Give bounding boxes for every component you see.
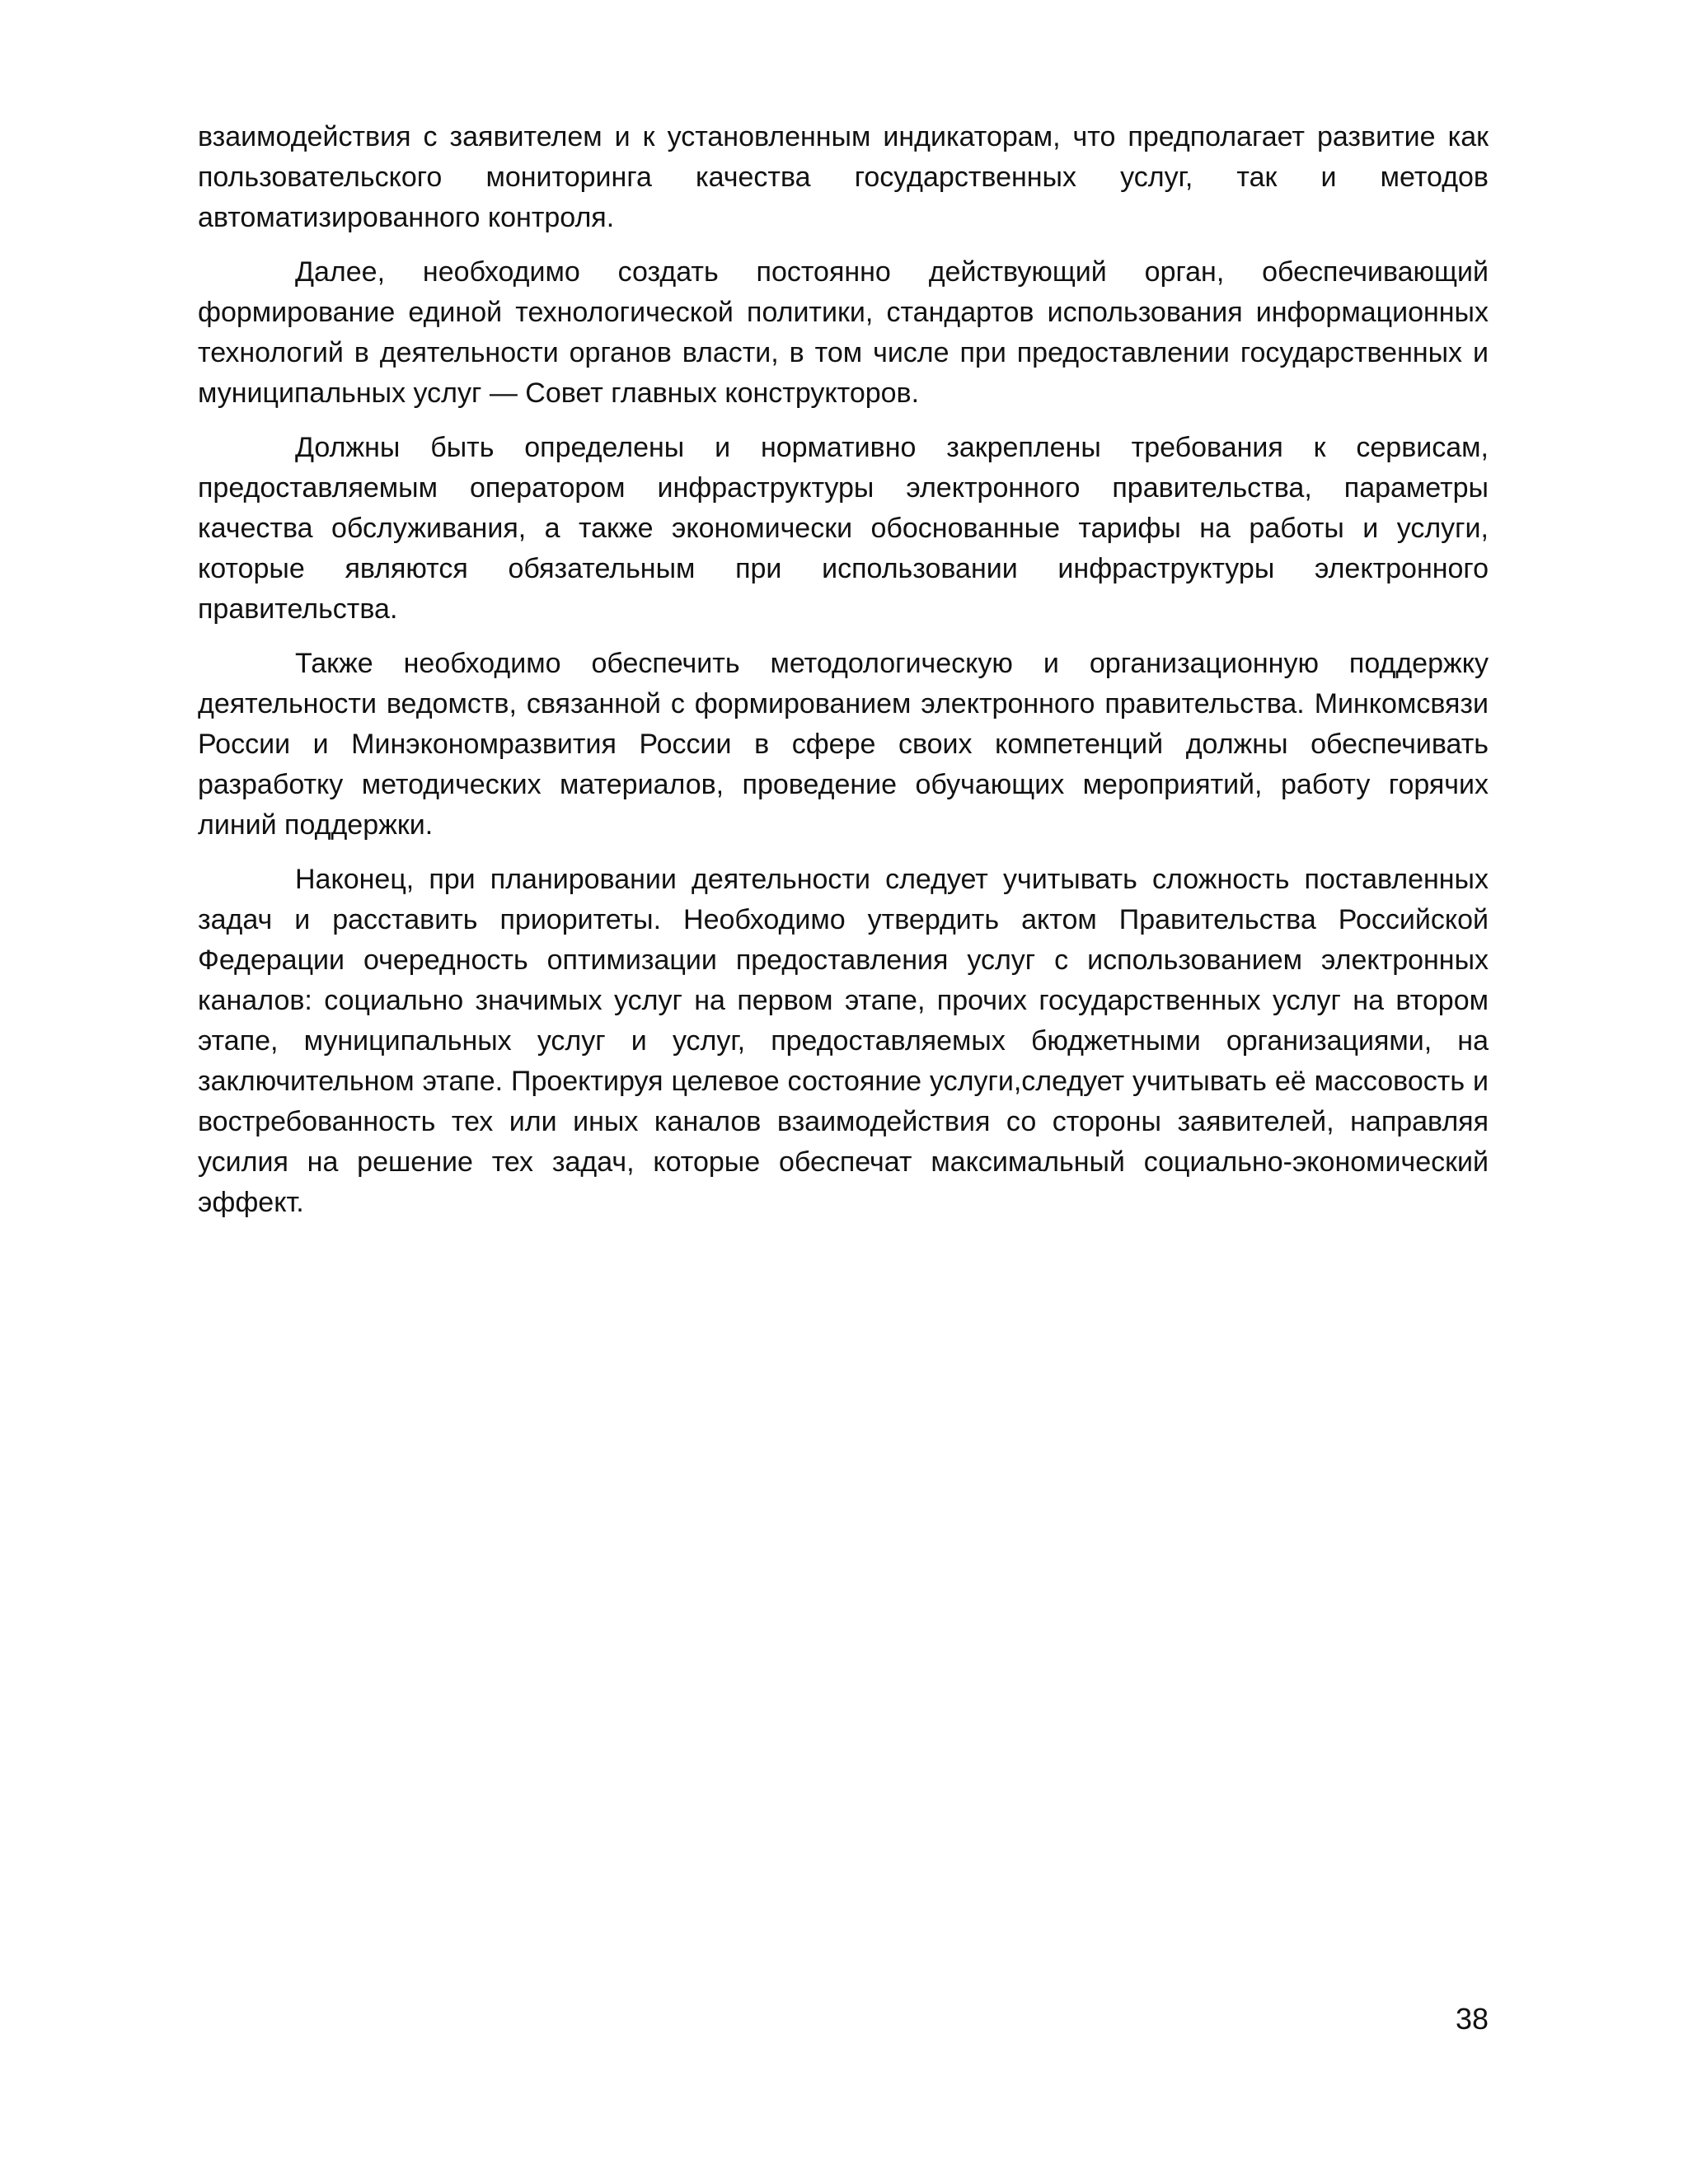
paragraph-3: Должны быть определены и нормативно закреплены требования к сервисам, предоставляемым оператором инфраструктуры электронного правительства, параметры качества обслуживания, а также экономически обоснованные тарифы на работы и услуги, которые являются обязательным при использовании инфраструктуры электронного правительства. bbox=[198, 432, 1489, 625]
paragraph-1: взаимодействия с заявителем и к установленным индикаторам, что предполагает развитие как пользовательского мониторинга качества государственных услуг, так и методов автоматизированного контроля. bbox=[198, 121, 1489, 233]
page-number: 38 bbox=[1455, 2002, 1489, 2036]
paragraph-2: Далее, необходимо создать постоянно действующий орган, обеспечивающий формирование единой технологической политики, стандартов использования информационных технологий в деятельности органов власти, в том числе при предоставлении государственных и муниципальных услуг — Совет главных конструкторов. bbox=[198, 256, 1489, 409]
paragraph-4: Также необходимо обеспечить методологическую и организационную поддержку деятельности ведомств, связанной с формированием электронного правительства. Минкомсвязи России и Минэкономразвития России в сфере своих компетенций должны обеспечивать разработку методических материалов, проведение обучающих мероприятий, работу горячих линий поддержки. bbox=[198, 648, 1489, 841]
paragraph-5: Наконец, при планировании деятельности следует учитывать сложность поставленных задач и расставить приоритеты. Необходимо утвердить актом Правительства Российской Федерации очередность оптимизации предоставления услуг с использованием электронных каналов: социально значимых услуг на первом этапе, прочих государственных услуг на втором этапе, муниципальных услуг и услуг, предоставляемых бюджетными организациями, на заключительном этапе. Проектируя целевое состояние услуги,следует учитывать её массовость и востребованность тех или иных каналов взаимодействия со стороны заявителей, направляя усилия на решение тех задач, которые обеспечат максимальный социально-экономический эффект. bbox=[198, 864, 1489, 1218]
body-text bbox=[198, 117, 1489, 1237]
